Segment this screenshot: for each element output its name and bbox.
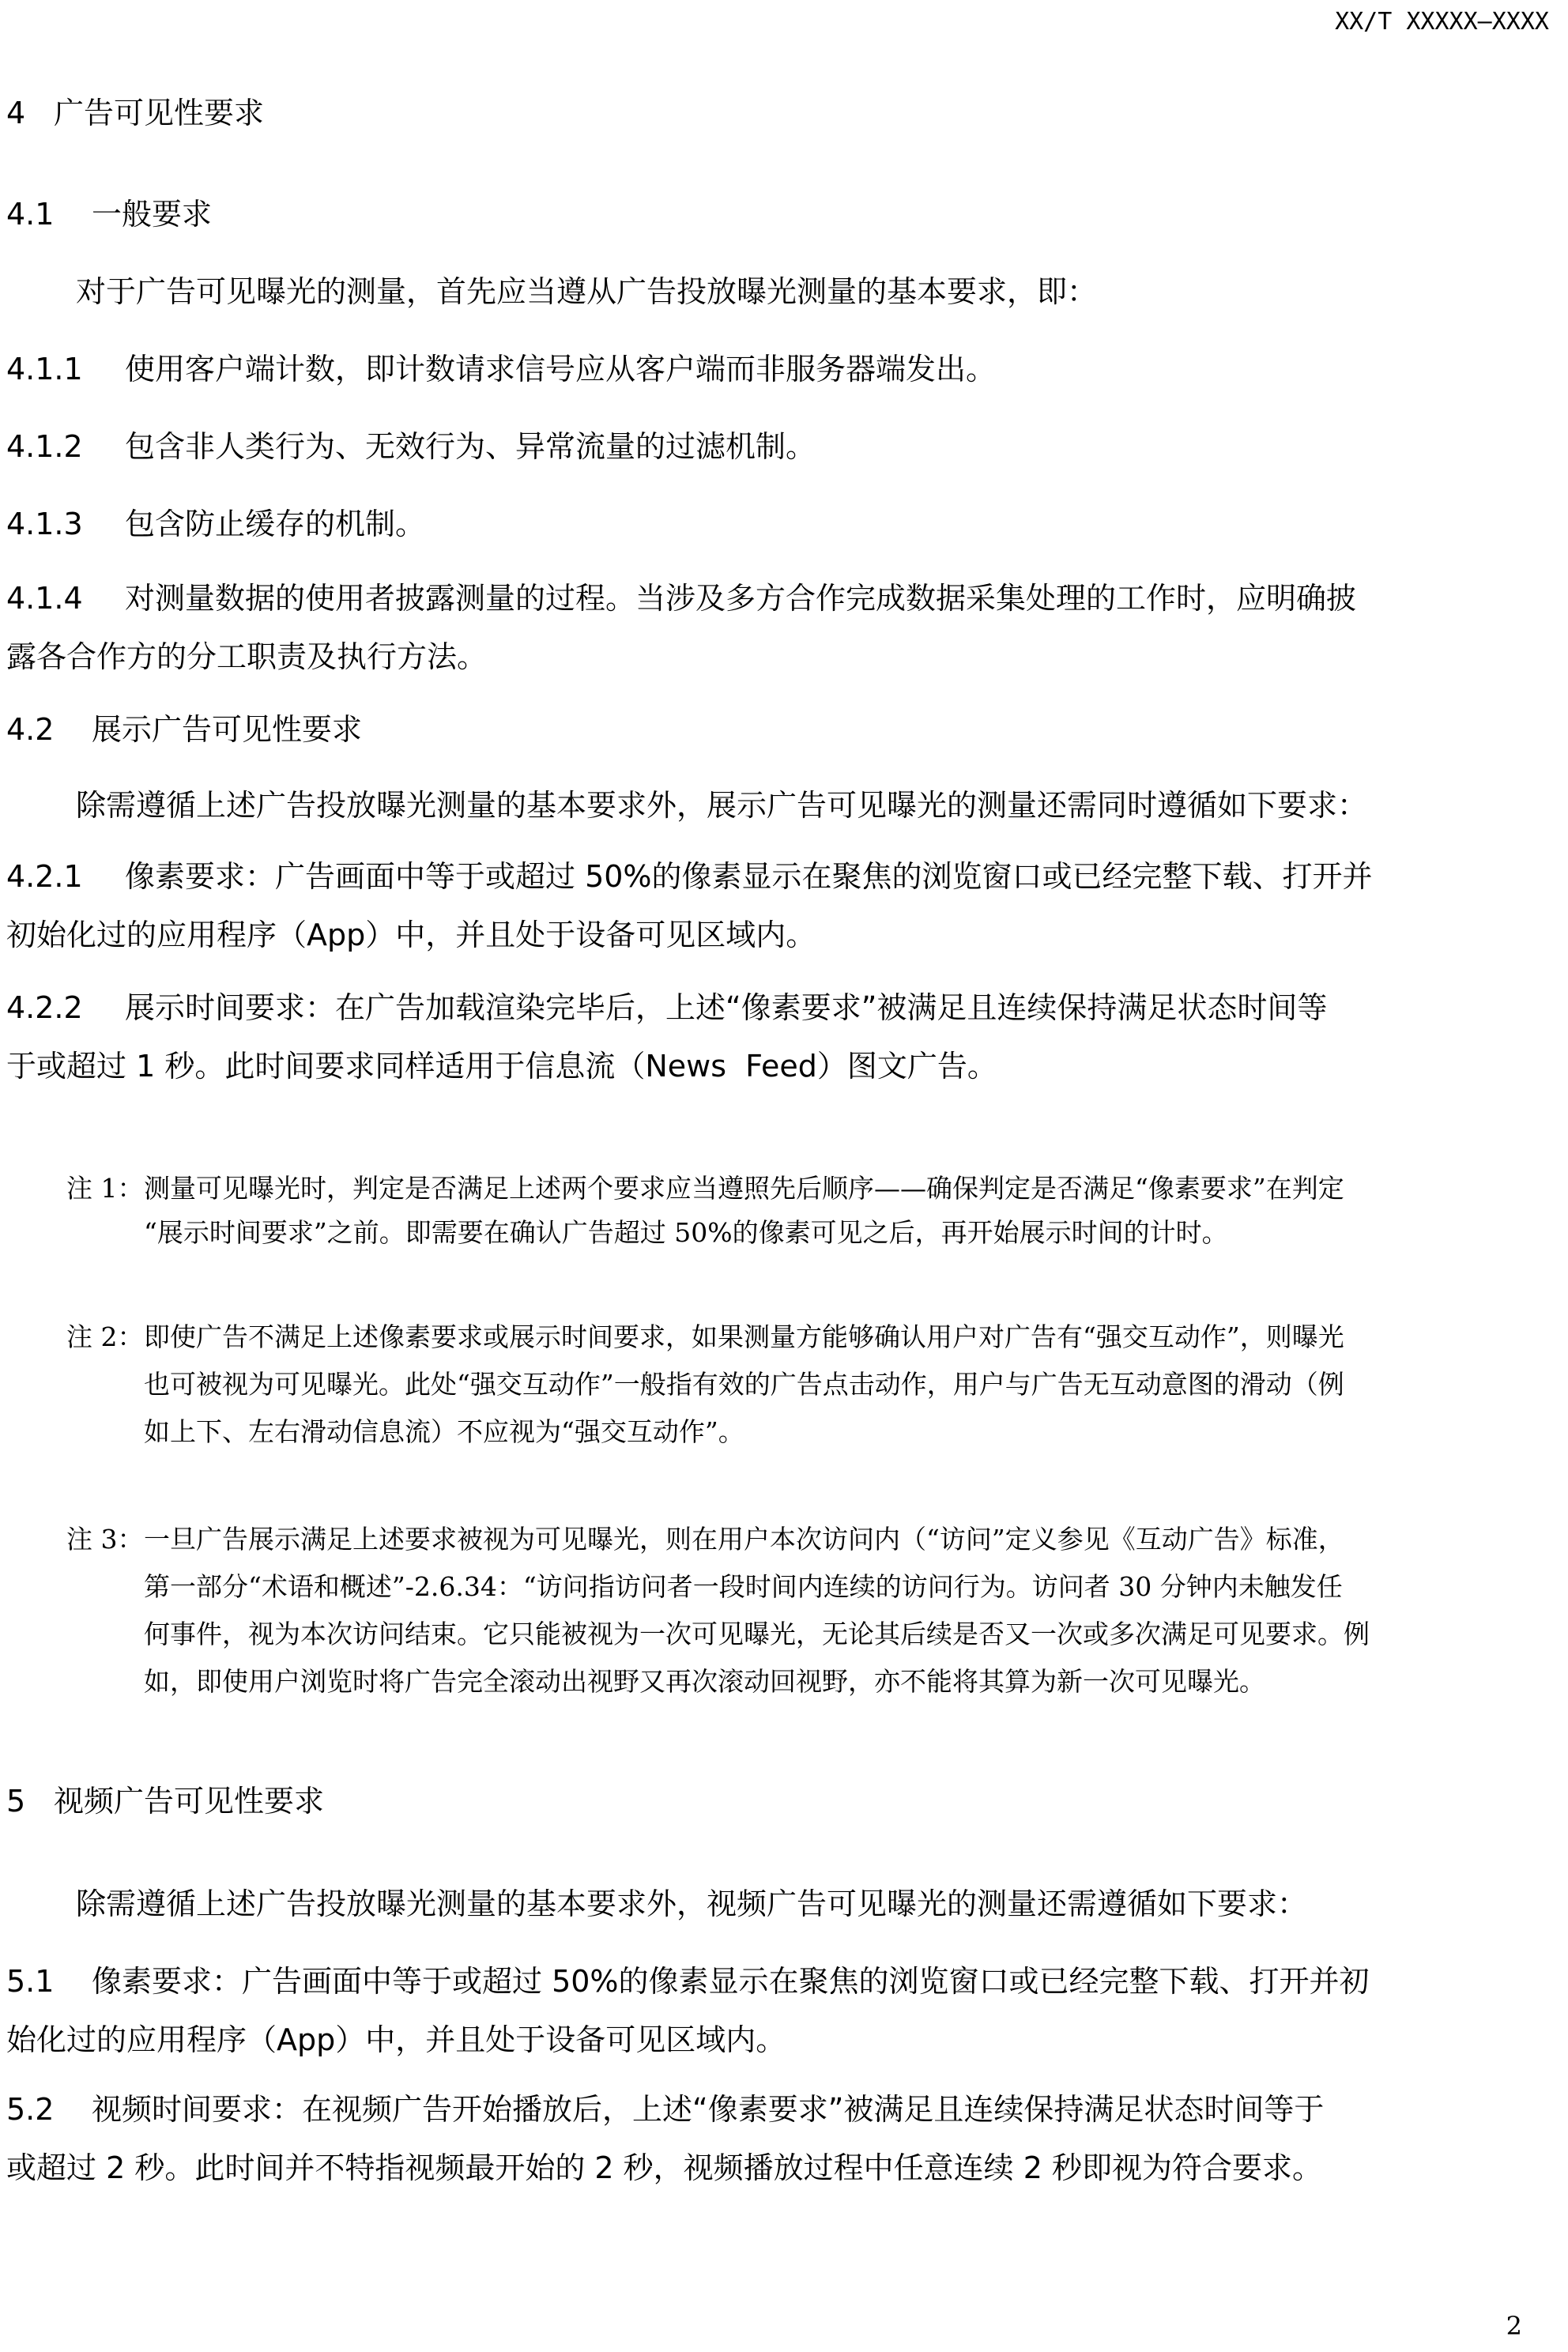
clause-number: 4.2.1	[6, 859, 83, 894]
clause-text-line-2: 露各合作方的分工职责及执行方法。	[6, 639, 488, 674]
clause-4-1-2	[6, 417, 816, 476]
section-5-intro: 除需遵循上述广告投放曝光测量的基本要求外，视频广告可见曝光的测量还需遵循如下要求：	[76, 1886, 1308, 1921]
clause-text: 使用客户端计数，即计数请求信号应从客户端而非服务器端发出。	[125, 352, 997, 386]
clause-4-2-2	[6, 978, 1327, 1095]
note-1-line-2: “展示时间要求”之前。即需要在确认广告超过 50%的像素可见之后，再开始展示时间的计时。	[144, 1217, 1228, 1248]
clause-text-line-1: 展示时间要求：在广告加载渲染完毕后，上述“像素要求”被满足且连续保持满足状态时间等	[125, 990, 1328, 1025]
clause-text: 包含非人类行为、无效行为、异常流量的过滤机制。	[125, 429, 816, 464]
section-number: 4.2	[6, 712, 55, 747]
section-4-2-heading	[6, 705, 362, 748]
note-3-label: 注 3：	[66, 1524, 144, 1555]
page-number: 2	[1506, 2311, 1522, 2341]
section-number: 4.1	[6, 197, 55, 232]
section-4-2-intro: 除需遵循上述广告投放曝光测量的基本要求外，展示广告可见曝光的测量还需同时遵循如下要求：	[76, 788, 1368, 823]
note-3-line-1: 一旦广告展示满足上述要求被视为可见曝光，则在用户本次访问内（“访问”定义参见《互动广告》标准，	[144, 1524, 1344, 1555]
section-4-1-intro: 对于广告可见曝光的测量，首先应当遵从广告投放曝光测量的基本要求，即：	[76, 274, 1098, 309]
clause-text-line-1: 对测量数据的使用者披露测量的过程。当涉及多方合作完成数据采集处理的工作时，应明确披	[125, 581, 1357, 616]
note-3-line-4: 如，即使用户浏览时将广告完全滚动出视野又再次滚动回视野，亦不能将其算为新一次可见曝光。	[144, 1666, 1265, 1697]
section-5-heading	[6, 1777, 324, 1820]
section-4-1-heading	[6, 190, 212, 233]
clause-4-2-1	[6, 847, 1373, 964]
clause-4-1-1	[6, 340, 996, 398]
clause-text-line-2: 初始化过的应用程序（App）中，并且处于设备可见区域内。	[6, 918, 816, 952]
note-2-line-3: 如上下、左右滑动信息流）不应视为“强交互动作”。	[144, 1416, 744, 1447]
note-3-line-3: 何事件，视为本次访问结束。它只能被视为一次可见曝光，无论其后续是否又一次或多次满足可见要求。例	[144, 1619, 1370, 1649]
clause-number: 4.2.2	[6, 990, 83, 1025]
section-number: 4	[6, 96, 26, 130]
note-2-line-2: 也可被视为可见曝光。此处“强交互动作”一般指有效的广告点击动作，用户与广告无互动意图的滑动（例	[144, 1369, 1344, 1400]
clause-5-2	[6, 2080, 1324, 2197]
note-1-line-1: 测量可见曝光时，判定是否满足上述两个要求应当遵照先后顺序——确保判定是否满足“像素要求”在判定	[144, 1173, 1344, 1204]
clause-text-line-1: 像素要求：广告画面中等于或超过 50%的像素显示在聚焦的浏览窗口或已经完整下载、打开并初	[92, 1964, 1370, 1999]
clause-number: 4.1.1	[6, 352, 83, 386]
clause-number: 4.1.3	[6, 507, 83, 541]
section-title: 视频广告可见性要求	[54, 1784, 325, 1819]
section-title: 广告可见性要求	[54, 96, 265, 130]
clause-text-line-2: 始化过的应用程序（App）中，并且处于设备可见区域内。	[6, 2022, 786, 2057]
note-2-line-1: 即使广告不满足上述像素要求或展示时间要求，如果测量方能够确认用户对广告有“强交互动作”，则曝光	[144, 1321, 1344, 1352]
clause-number: 4.1.2	[6, 429, 83, 464]
note-2-label: 注 2：	[66, 1321, 144, 1352]
clause-number: 5.1	[6, 1964, 55, 1999]
document-code: XX/T XXXXX—XXXX	[1335, 8, 1549, 36]
note-3-line-2: 第一部分“术语和概述”-2.6.34：“访问指访问者一段时间内连续的访问行为。访问者 30 分钟内未触发任	[144, 1571, 1343, 1602]
clause-text-line-2: 于或超过 1 秒。此时间要求同样适用于信息流（News Feed）图文广告。	[6, 1049, 997, 1084]
clause-5-1	[6, 1952, 1370, 2069]
section-title: 展示广告可见性要求	[92, 712, 363, 747]
clause-text-line-1: 视频时间要求：在视频广告开始播放后，上述“像素要求”被满足且连续保持满足状态时间等于	[92, 2092, 1325, 2127]
section-title: 一般要求	[92, 197, 213, 232]
clause-4-1-3	[6, 495, 425, 553]
clause-text-line-2: 或超过 2 秒。此时间并不特指视频最开始的 2 秒，视频播放过程中任意连续 2 秒即视为符合要求。	[6, 2150, 1323, 2185]
clause-text: 包含防止缓存的机制。	[125, 507, 426, 541]
clause-4-1-4	[6, 569, 1356, 686]
section-number: 5	[6, 1784, 26, 1819]
clause-number: 4.1.4	[6, 581, 83, 616]
section-4-heading	[6, 89, 264, 132]
note-1-label: 注 1：	[66, 1173, 144, 1204]
clause-number: 5.2	[6, 2092, 55, 2127]
clause-text-line-1: 像素要求：广告画面中等于或超过 50%的像素显示在聚焦的浏览窗口或已经完整下载、打开并	[125, 859, 1373, 894]
